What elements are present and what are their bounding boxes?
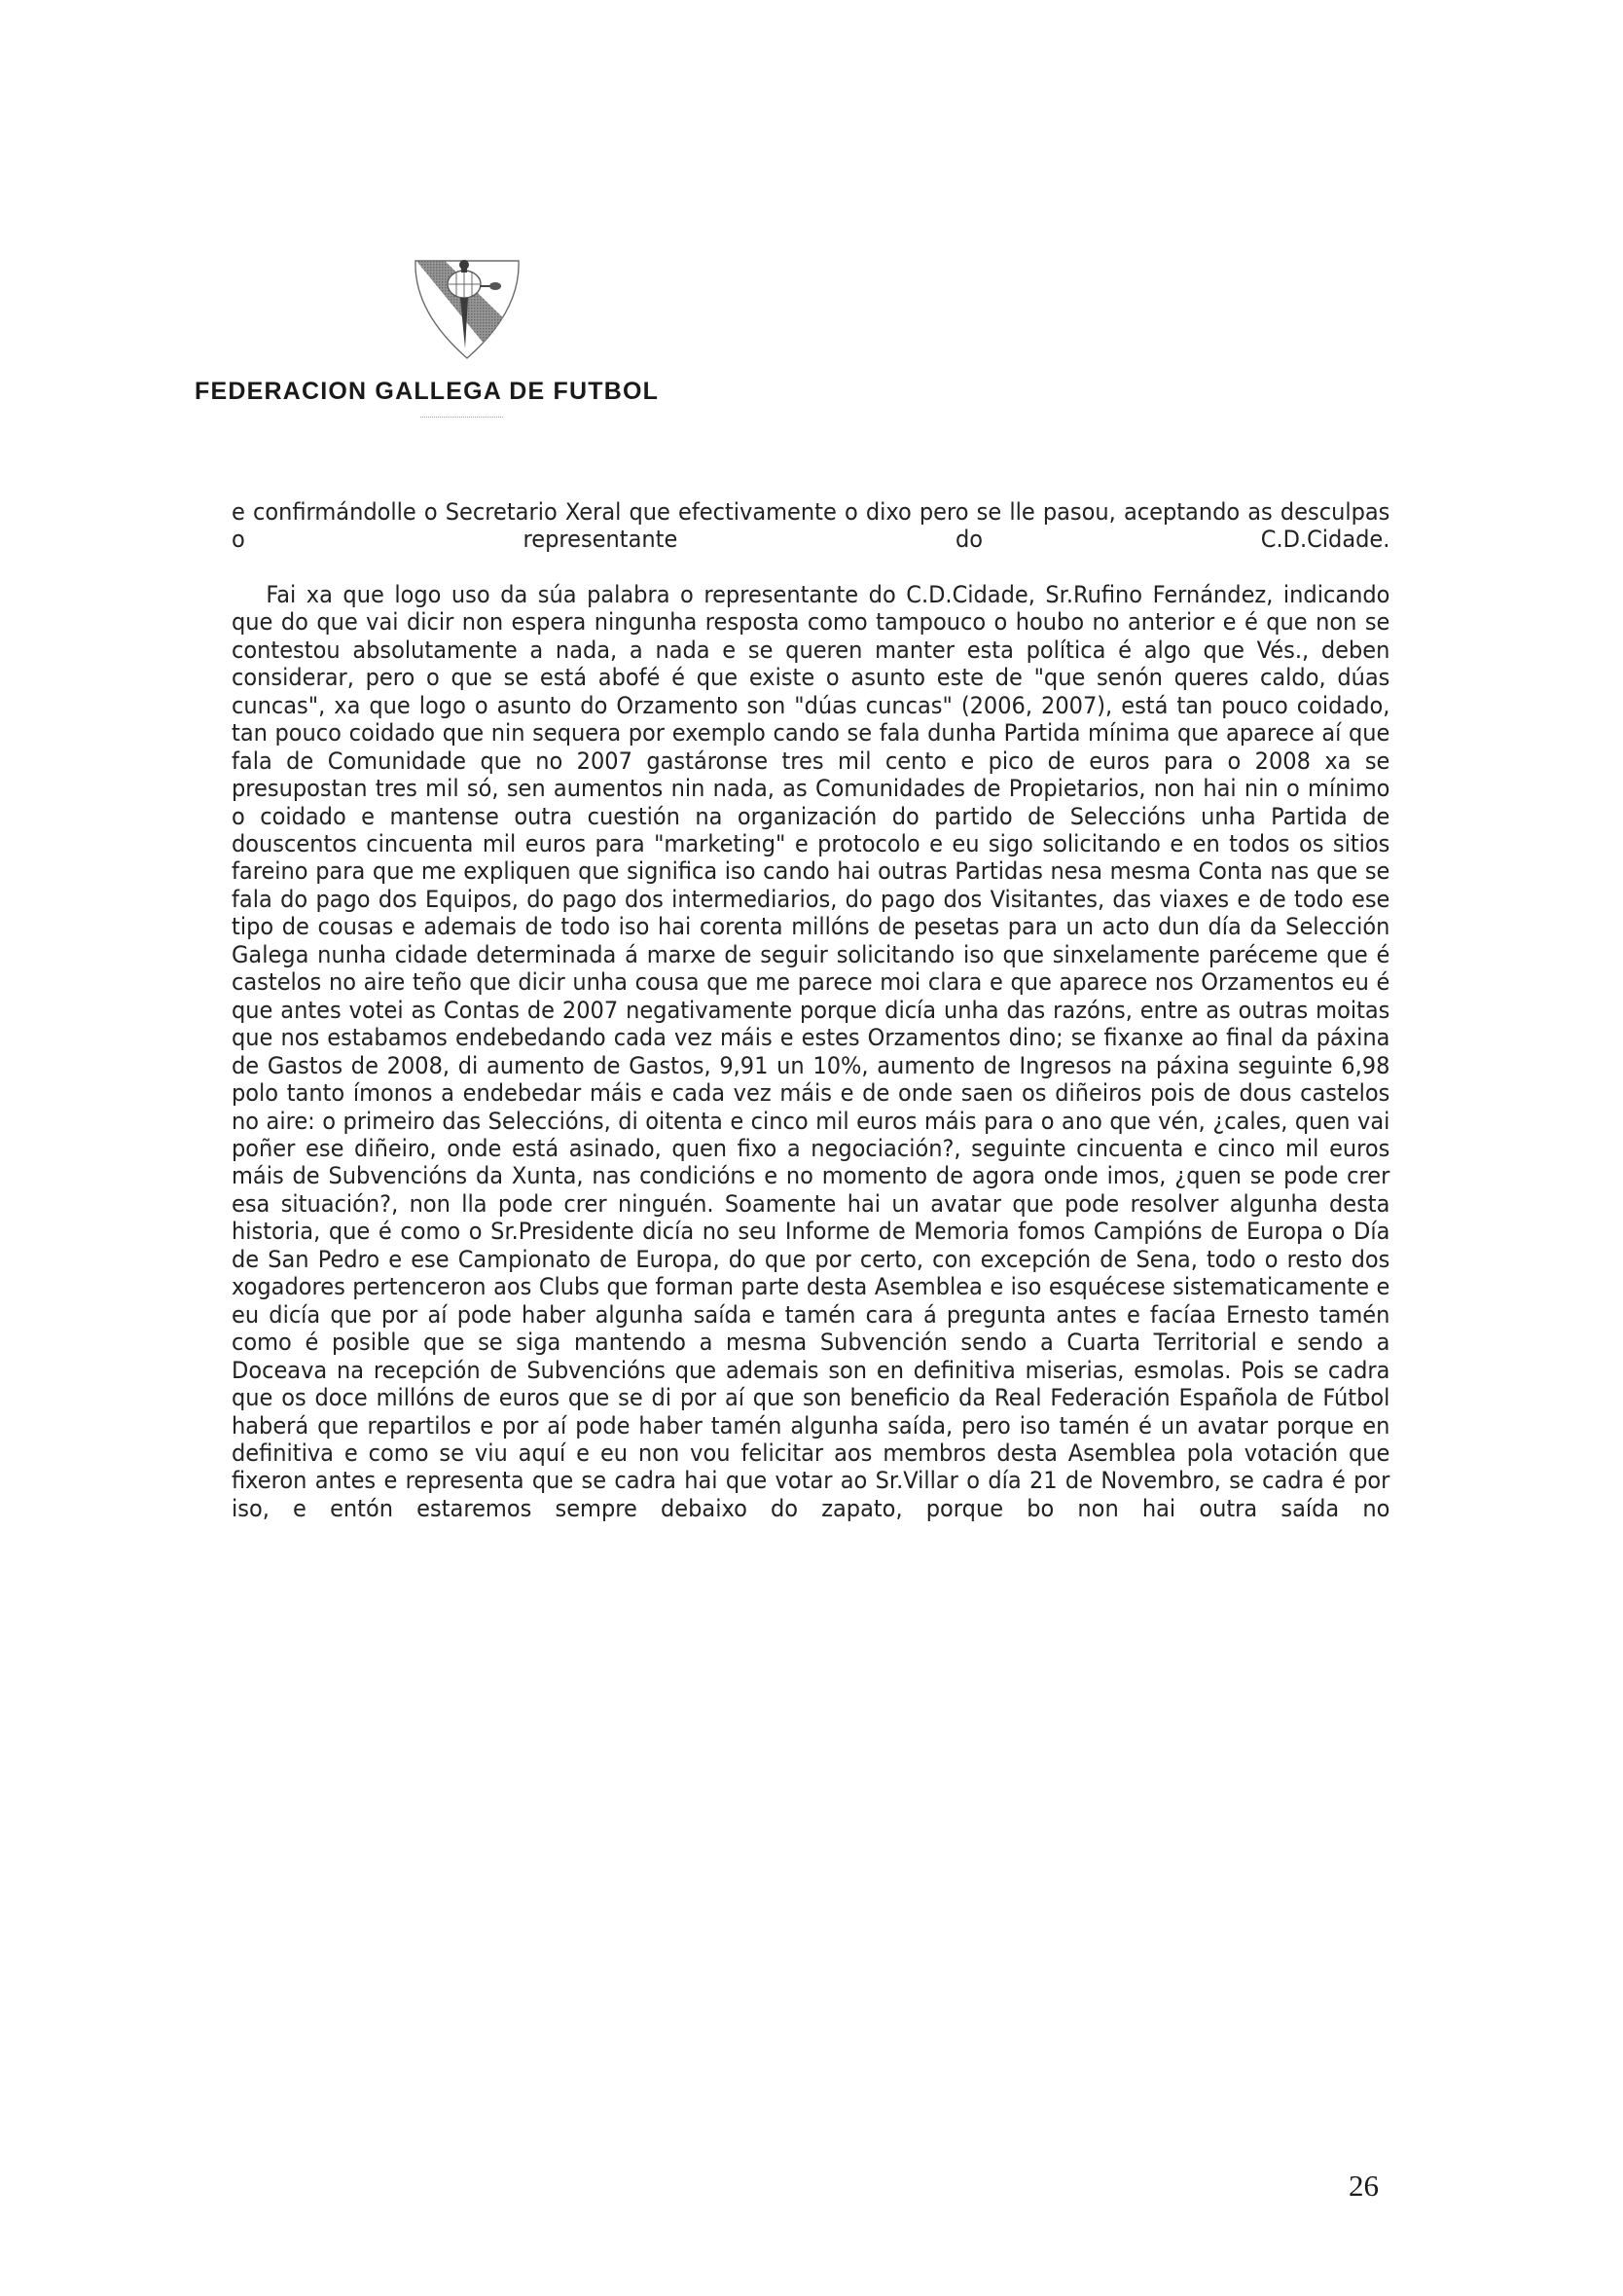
galician-football-federation-crest-icon [404, 243, 530, 365]
letterhead [195, 243, 720, 438]
document-body [232, 498, 1389, 1522]
paragraph: Fai xa que logo uso da súa palabra o representante do C.D.Cidade, Sr.Rufino Fernández, indicando que do que vai dicir non espera ningunha resposta como tampouco o houbo no anterior e é que non se contestou absolutamente a nada, a nada e se queren manter esta política é algo que Vés., deben considerar, pero o que se está abofé é que existe o asunto este de "que senón queres caldo, dúas cuncas", xa que logo o asunto do Orzamento son "dúas cuncas" (2006, 2007), está tan pouco coidado, tan pouco coidado que nin sequera por exemplo cando se fala dunha Partida mínima que aparece aí que fala de Comunidade que no 2007 gastáronse tres mil cento e pico de euros para o 2008 xa se presupostan tres mil só, sen aumentos nin nada, as Comunidades de Propietarios, non hai nin o mínimo o coidado e mantense outra cuestión na organización do partido de Seleccións unha Partida de douscentos cincuenta mil euros para "marketing" e protocolo e eu sigo solicitando e en todos os sitios fareino para que me expliquen que significa iso cando hai outras Partidas nesa mesma Conta nas que se fala do pago dos Equipos, do pago dos intermediarios, do pago dos Visitantes, das viaxes e de todo ese tipo de cousas e ademais de todo iso hai corenta millóns de pesetas para un acto dun día da Selección Galega nunha cidade determinada á marxe de seguir solicitando iso que sinxelamente paréceme que é castelos no aire teño que dicir unha cousa que me parece moi clara e que aparece nos Orzamentos eu é que antes votei as Contas de 2007 negativamente porque dicía unha das razóns, entre as outras moitas que nos estabamos endebedando cada vez máis e estes Orzamentos dino; se fixanxe ao final da páxina de Gastos de 2008, di aumento de Gastos, 9,91 un 10%, aumento de Ingresos na páxina seguinte 6,98 polo tanto ímonos a endebedar máis e cada vez máis e de onde saen os diñeiros pois de dous castelos no aire: o primeiro das Seleccións, di oitenta e cinco mil euros máis para o ano que vén, ¿cales, quen vai poñer ese diñeiro, onde está asinado, quen fixo a negociación?, seguinte cincuenta e cinco mil euros máis de Subvencións da Xunta, nas condicións e no momento de agora onde imos, ¿quen se pode crer esa situación?, non lla pode crer ninguén. Soamente hai un avatar que pode resolver algunha desta historia, que é como o Sr.Presidente dicía no seu Informe de Memoria fomos Campións de Europa o Día de San Pedro e ese Campionato de Europa, do que por certo, con excepción de Sena, todo o resto dos xogadores pertenceron aos Clubs que forman parte desta Asemblea e iso esquécese sistematicamente e eu dicía que por aí pode haber algunha saída e tamén cara á pregunta antes e facíaa Ernesto tamén como é posible que se siga mantendo a mesma Subvención sendo a Cuarta Territorial e sendo a Doceava na recepción de Subvencións que ademais son en definitiva miserias, esmolas. Pois se cadra que os doce millóns de euros que se di por aí que son beneficio da Real Federación Española de Fútbol haberá que repartilos e por aí pode haber tamén algunha saída, pero iso tamén é un avatar porque en definitiva e como se viu aquí e eu non vou felicitar aos membros desta Asemblea pola votación que fixeron antes e representa que se cadra hai que votar ao Sr.Villar o día 21 de Novembro, se cadra é por iso, e entón estaremos sempre debaixo do zapato, porque bo non hai outra saída no [232, 580, 1390, 1522]
page-number: 26 [1349, 2168, 1379, 2203]
letterhead-divider [420, 417, 503, 418]
paragraph: e confirmándolle o Secretario Xeral que efectivamente o dixo pero se lle pasou, aceptando as desculpas o representante do C.D.Cidade. [232, 498, 1390, 554]
organization-name: FEDERACION GALLEGA DE FUTBOL [195, 378, 660, 405]
crest-graphic [404, 243, 530, 365]
